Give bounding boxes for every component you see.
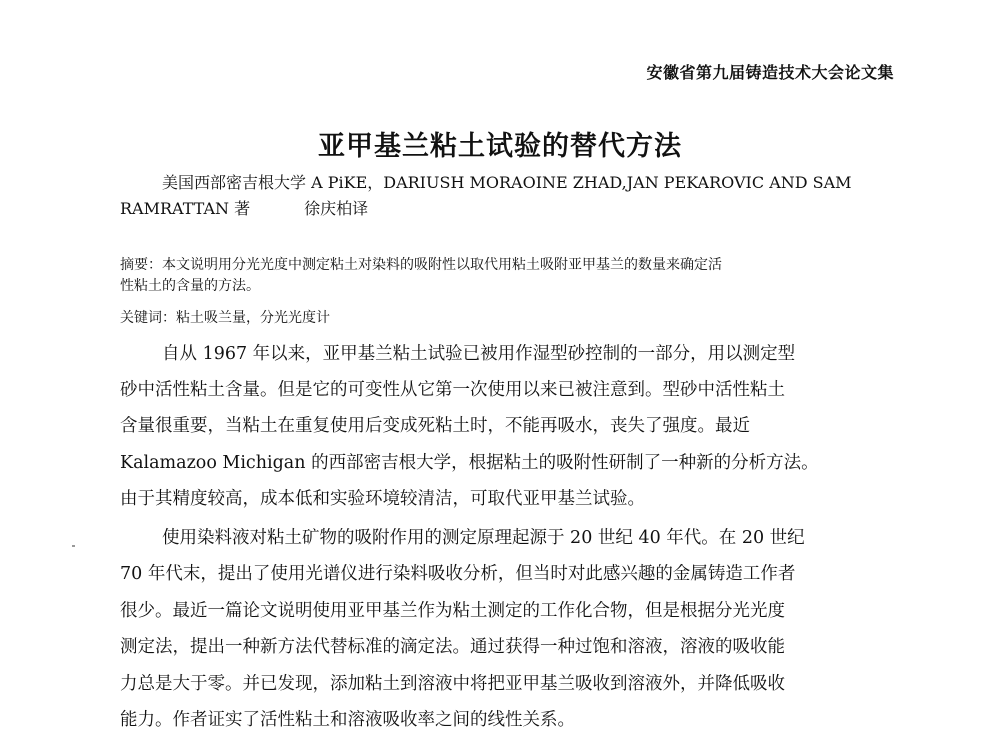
running-header: 安徽省第九届铸造技术大会论文集 [646,63,894,82]
paragraph-1-line: 砂中活性粘土含量。但是它的可变性从它第一次使用以来已被注意到。型砂中活性粘土 [120,380,785,400]
paragraph-1-line: 自从 1967 年以来，亚甲基兰粘土试验已被用作湿型砂控制的一部分，用以测定型 [162,344,796,364]
article-title: 亚甲基兰粘土试验的替代方法 [318,131,682,162]
abstract-line-1: 摘要：本文说明用分光光度中测定粘土对染料的吸附性以取代用粘土吸附亚甲基兰的数量来确定活 [120,257,722,273]
author-line-1: 美国西部密吉根大学 A PiKE，DARIUSH MORAOINE ZHAD,JAN PEKAROVIC AND SAM [162,173,852,192]
paragraph-2-line: 测定法，提出一种新方法代替标准的滴定法。通过获得一种过饱和溶液，溶液的吸收能 [120,637,785,657]
paragraph-2-line: 能力。作者证实了活性粘土和溶液吸收率之间的线性关系。 [120,710,575,730]
author-line-2 [120,196,900,222]
scan-speck [72,545,75,547]
paragraph-1-line: 含量很重要，当粘土在重复使用后变成死粘土时，不能再吸水，丧失了强度。最近 [120,416,750,436]
paragraph-2-line: 70 年代末，提出了使用光谱仪进行染料吸收分析，但当时对此感兴趣的金属铸造工作者 [120,564,796,584]
translator-name: 徐庆柏译 [304,199,369,218]
keywords: 关键词：粘土吸兰量，分光光度计 [120,310,330,326]
paragraph-2-line: 很少。最近一篇论文说明使用亚甲基兰作为粘土测定的工作化合物，但是根据分光光度 [120,601,785,621]
paragraph-2-line: 力总是大于零。并已发现，添加粘土到溶液中将把亚甲基兰吸收到溶液外，并降低吸收 [120,674,785,694]
abstract-line-2: 性粘土的含量的方法。 [120,278,260,294]
author-names: RAMRATTAN 著 [120,199,251,218]
paragraph-1-line: 由于其精度较高，成本低和实验环境较清洁，可取代亚甲基兰试验。 [120,489,645,509]
paragraph-2-line: 使用染料液对粘土矿物的吸附作用的测定原理起源于 20 世纪 40 年代。在 20 世纪 [162,528,805,548]
paragraph-1-line: Kalamazoo Michigan 的西部密吉根大学，根据粘土的吸附性研制了一种新的分析方法。 [120,453,819,473]
